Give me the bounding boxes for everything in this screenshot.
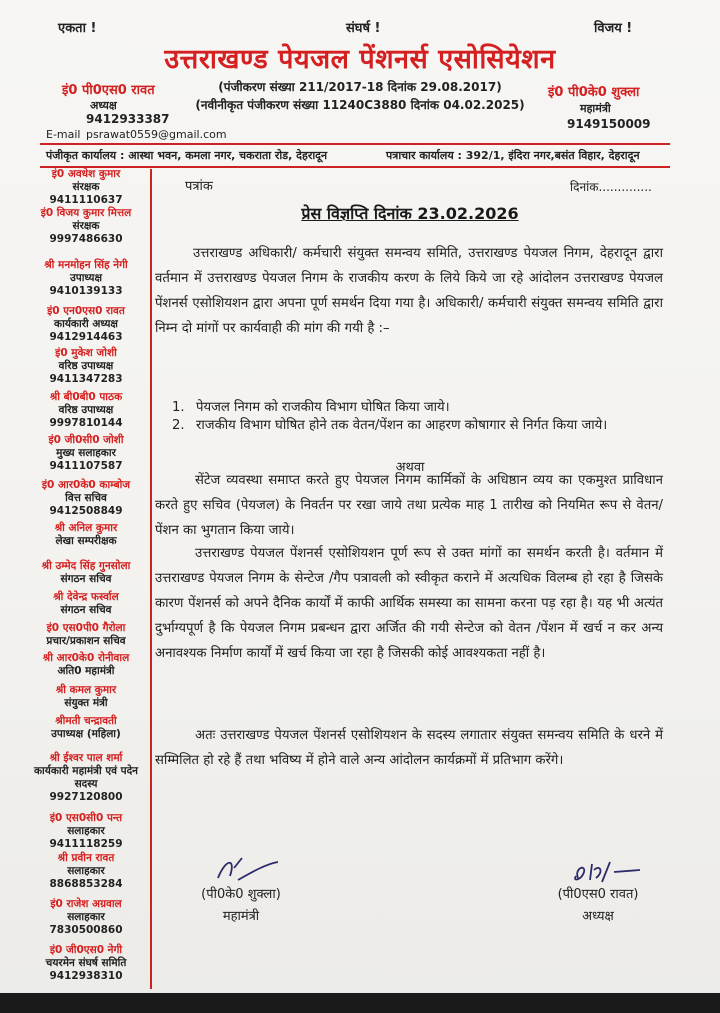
office-bearer-phone: 9411118259 (49, 838, 123, 850)
office-bearer-entry (22, 207, 150, 246)
item-1-number: 1. (172, 400, 185, 415)
office-bearer-name: श्री बी0बी0 पाठक (49, 391, 123, 403)
office-bearer-name: इं0 मुकेश जोशी (55, 347, 117, 359)
office-bearer-entry (22, 622, 150, 648)
paragraph-1: उत्तराखण्ड अधिकारी/ कर्मचारी संयुक्त समन्वय समिति, उत्तराखण्ड पेयजल निगम, देहरादून द्वारा वर्तमान में उत्तराखण्ड पेयजल निगम के राजकीय करण के लिये किये जा रहे आंदोलन उत्तराखण्ड पेयजल पेंशनर्स एसोशियशन द्वारा अपना पूर्ण समर्थन दिया गया है। अधिकारी/ कर्मचारी संयुक्त समन्वय समिति द्वारा निम्न दो मांगों पर कार्यवाही की मांग की गयी है :– (155, 246, 663, 336)
letter-date: दिनांक.............. (570, 180, 652, 194)
office-bearer-role: लेखा सम्परीक्षक (55, 535, 117, 547)
right-signatory-name: (पी0एस0 रावत) (557, 887, 639, 902)
office-bearer-name: श्री आर0के0 रोनीवाल (42, 652, 130, 664)
office-bearer-role: कार्यकारी अध्यक्ष (54, 318, 118, 330)
office-bearer-entry (22, 812, 150, 851)
office-bearer-phone: 9412508849 (49, 505, 123, 517)
sidebar-divider (150, 169, 152, 989)
office-bearer-entry (22, 684, 150, 710)
office-bearer-phone: 9997486630 (49, 233, 123, 245)
office-bearer-name: श्री उम्मेद सिंह गुनसोला (41, 560, 131, 572)
president-phone: 9412933387 (86, 112, 170, 126)
left-signature (212, 854, 282, 886)
office-bearer-role: संरक्षक (72, 181, 100, 193)
office-bearer-phone: 9411110637 (49, 194, 123, 206)
office-bearer-name: इं0 एस0पी0 गैरोला (46, 622, 126, 634)
left-signatory-name: (पी0के0 शुक्ला) (201, 887, 281, 902)
or-divider-text: अथवा (395, 460, 425, 475)
office-bearer-entry (22, 305, 150, 344)
office-bearer-role: मुख्य सलाहकार (56, 447, 116, 459)
top-divider (40, 143, 670, 145)
office-bearer-phone: 9411347283 (49, 373, 123, 385)
office-bearer-entry (22, 391, 150, 430)
office-bearer-name: श्री कमल कुमार (55, 684, 117, 696)
office-bearer-role: संरक्षक (72, 220, 100, 232)
office-bearer-phone: 9927120800 (49, 791, 123, 803)
office-bearer-role: अति0 महामंत्री (57, 665, 115, 677)
president-name: इं0 पी0एस0 रावत (62, 83, 155, 98)
office-bearer-entry (22, 591, 150, 617)
office-bearer-entry (22, 852, 150, 891)
email-label: E-mail (46, 128, 81, 141)
office-bearer-name: इं0 आर0के0 काम्बोज (41, 479, 131, 491)
office-bearer-role: वरिष्ठ उपाध्यक्ष (58, 360, 114, 372)
office-bearer-name: इं0 राजेश अग्रवाल (50, 898, 122, 910)
slogan-unity: एकता ! (58, 21, 97, 36)
press-release-heading: प्रेस विज्ञप्ति दिनांक 23.02.2026 (301, 204, 519, 223)
office-bearer-name: श्रीमती चन्द्रावती (55, 715, 117, 727)
item-2-text: राजकीय विभाग घोषित होने तक वेतन/पेंशन का आहरण कोषागार से निर्गत किया जाये। (196, 418, 608, 433)
office-bearer-role: उपाध्यक्ष (महिला) (51, 728, 121, 740)
paragraph-2: सेंटेज व्यवस्था समाप्त करते हुए पेयजल निगम कार्मिकों के अधिष्ठान व्यय का एकमुश्त प्राविधान करते हुए सचिव (पेयजल) के निवर्तन पर रखा जाये तथा प्रत्येक माह 1 तारीख को नियमित रूप से वेतन/पेंशन का भुगतान किया जाये। (155, 473, 663, 538)
item-1-text: पेयजल निगम को राजकीय विभाग घोषित किया जाये। (196, 400, 450, 415)
office-bearer-name: श्री प्रवीन रावत (57, 852, 115, 864)
office-bearer-role: सलाहकार (67, 911, 105, 923)
email-address: psrawat0559@gmail.com (86, 128, 227, 141)
office-bearer-entry (22, 560, 150, 586)
slogan-struggle: संघर्ष ! (346, 21, 381, 36)
office-bearer-role: चयरमेन संघर्ष समिति (45, 957, 127, 969)
paragraph-4: अतः उत्तराखण्ड पेयजल पेंशनर्स एसोशियशन के सदस्य लगातार संयुक्त समन्वय समिति के धरने में सम्मिलित हो रहे हैं तथा भविष्य में होने वाले अन्य आंदोलन कार्यक्रमों में प्रतिभाग करेंगे। (155, 728, 663, 768)
office-bearer-entry (22, 944, 150, 983)
office-bearer-name: इं0 जी0सी0 जोशी (48, 434, 124, 446)
office-bearer-entry (22, 259, 150, 298)
bottom-edge-shadow (0, 993, 720, 1013)
office-bearer-role: कार्यकारी महामंत्री एवं पदेन सदस्य (33, 765, 139, 790)
right-signatory-role: अध्यक्ष (582, 909, 614, 924)
office-bearer-name: इं0 जी0एस0 नेगी (49, 944, 123, 956)
general-secretary-name: इं0 पी0के0 शुक्ला (548, 85, 640, 100)
office-bearer-entry (22, 898, 150, 937)
paragraph-3: उत्तराखण्ड पेयजल पेंशनर्स एसोशियशन पूर्ण रूप से उक्त मांगों का समर्थन करती है। वर्तमान में उत्तराखण्ड पेयजल निगम के सेन्टेज /गैप पत्रावली को स्वीकृत कराने में अत्यधिक विलम्ब हो रहा है जिसके कारण पेंशनर्स को अपने दैनिक कार्यों में काफी आर्थिक समस्या का सामना करना पड़ रहा है। यह भी अत्यंत दुर्भाग्यपूर्ण है कि पेयजल निगम प्रबन्धन द्वारा अर्जित की गयी सेन्टेज को वेतन /पेंशन में खर्च न कर अन्य अनावश्यक निर्माण कार्यों में खर्च किया जा रहा है जिसकी कोई आवश्यकता नहीं है। (155, 546, 663, 661)
reference-number: पत्रांक (185, 179, 213, 194)
association-title: उत्तराखण्ड पेयजल पेंशनर्स एसोसियेशन (164, 44, 556, 75)
renewal-line: (नवीनीकृत पंजीकरण संख्या 11240C3880 दिनांक 04.02.2025) (195, 98, 525, 112)
office-bearer-role: सलाहकार (67, 825, 105, 837)
office-bearer-phone: 7830500860 (49, 924, 123, 936)
office-bearer-entry (22, 522, 150, 548)
general-secretary-phone: 9149150009 (567, 117, 651, 131)
office-bearer-name: श्री देवेन्द्र फर्स्वाल (53, 591, 119, 603)
office-bearer-role: संगठन सचिव (60, 573, 112, 585)
office-bearer-role: वरिष्ठ उपाध्यक्ष (58, 404, 114, 416)
office-bearer-name: श्री मनमोहन सिंह नेगी (44, 259, 128, 271)
office-bearer-role: संगठन सचिव (60, 604, 112, 616)
office-bearer-name: इं0 एस0सी0 पन्त (49, 812, 123, 824)
office-bearer-name: इं0 विजय कुमार मित्तल (40, 207, 132, 219)
general-secretary-role: महामंत्री (580, 102, 611, 115)
registration-line: (पंजीकरण संख्या 211/2017-18 दिनांक 29.08.2017) (218, 80, 502, 94)
correspondence-office: पत्राचार कार्यालय : 392/1, इंदिरा नगर,बसंत विहार, देहरादून (386, 149, 640, 162)
office-bearer-entry (22, 652, 150, 678)
left-signatory-role: महामंत्री (222, 909, 260, 924)
office-bearer-role: संयुक्त मंत्री (64, 697, 108, 709)
item-2-number: 2. (172, 418, 185, 433)
office-bearer-phone: 9997810144 (49, 417, 123, 429)
office-bearer-role: उपाध्यक्ष (69, 272, 102, 284)
office-bearer-role: वित्त सचिव (65, 492, 107, 504)
office-bearer-name: इं0 अवधेश कुमार (51, 168, 121, 180)
office-bearer-phone: 9412938310 (49, 970, 123, 982)
president-role: अध्यक्ष (90, 99, 117, 112)
office-bearer-entry (22, 347, 150, 386)
office-bearer-phone: 9412914463 (49, 331, 123, 343)
office-bearer-entry (22, 434, 150, 473)
office-bearer-entry (22, 752, 150, 804)
office-bearer-entry (22, 479, 150, 518)
office-bearer-name: श्री अनिल कुमार (54, 522, 118, 534)
office-bearer-role: प्रचार/प्रकाशन सचिव (46, 635, 126, 647)
office-bearer-phone: 8868853284 (49, 878, 123, 890)
office-bearer-entry (22, 168, 150, 207)
office-bearer-name: इं0 एन0एस0 रावत (47, 305, 125, 317)
office-bearer-phone: 9411107587 (49, 460, 123, 472)
office-bearer-role: सलाहकार (67, 865, 105, 877)
office-bearer-phone: 9410139133 (49, 285, 123, 297)
registered-office: पंजीकृत कार्यालय : आस्था भवन, कमला नगर, चकराता रोड, देहरादून (46, 149, 328, 162)
office-bearer-entry (22, 715, 150, 741)
office-bearer-name: श्री ईश्वर पाल शर्मा (49, 752, 123, 764)
slogan-victory: विजय ! (594, 21, 633, 36)
